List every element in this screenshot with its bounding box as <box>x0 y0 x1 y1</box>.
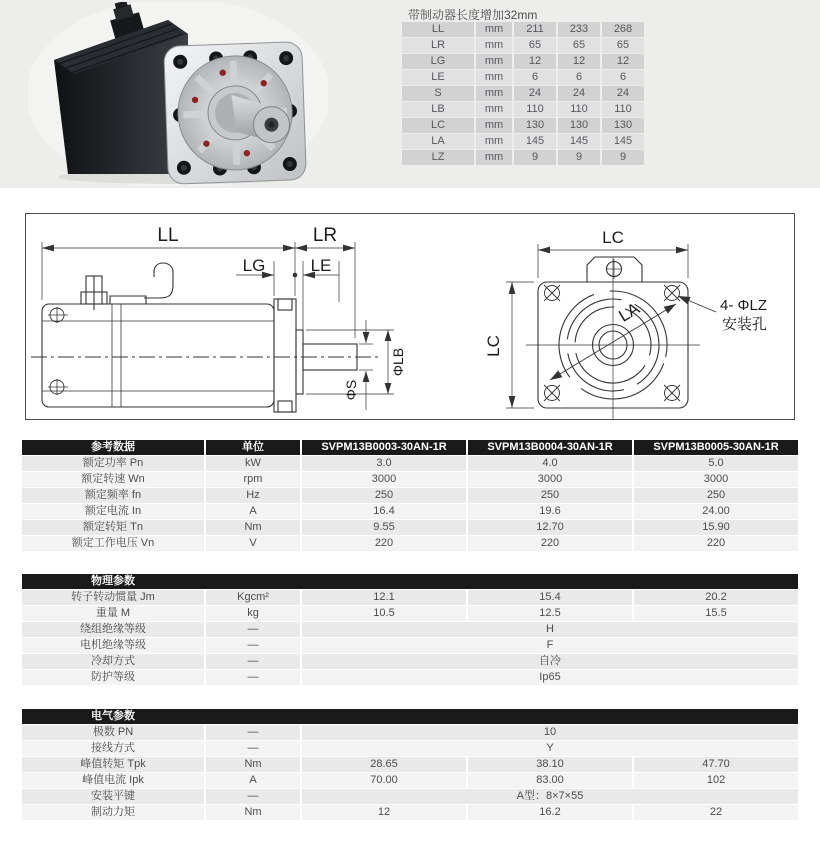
table-row <box>22 606 798 621</box>
unit-cell: rpm <box>206 472 300 487</box>
value-cell: 28.65 <box>302 757 466 772</box>
unit-cell: Kgcm² <box>206 590 300 605</box>
value-cell: 268 <box>602 22 644 37</box>
column-header: SVPM13B0005-30AN-1R <box>634 440 798 455</box>
value-cell: 24 <box>558 86 600 101</box>
side-view <box>31 263 378 412</box>
value-cell: 12.70 <box>468 520 632 535</box>
table-row <box>22 622 798 637</box>
value-cell: 110 <box>602 102 644 117</box>
row-label: 极数 PN <box>22 725 204 740</box>
value-cell: 20.2 <box>634 590 798 605</box>
value-cell: 250 <box>634 488 798 503</box>
value-cell: 47.70 <box>634 757 798 772</box>
unit-cell: mm <box>476 102 512 117</box>
unit-cell: mm <box>476 150 512 165</box>
table-row <box>402 118 644 133</box>
row-label: LA <box>402 134 474 149</box>
table-row <box>22 488 798 503</box>
table-header-row <box>22 440 798 455</box>
unit-cell: — <box>206 789 300 804</box>
row-label: 转子转动惯量 Jm <box>22 590 204 605</box>
value-cell: 16.2 <box>468 805 632 820</box>
table-row <box>22 472 798 487</box>
value-cell: 4.0 <box>468 456 632 471</box>
value-cell: 102 <box>634 773 798 788</box>
table-row <box>402 150 644 165</box>
unit-cell: Nm <box>206 520 300 535</box>
unit-cell: — <box>206 638 300 653</box>
merged-value-cell: H <box>302 622 798 637</box>
row-label: 接线方式 <box>22 741 204 756</box>
dim-label-lc-left: LC <box>484 335 503 357</box>
unit-cell: Hz <box>206 488 300 503</box>
top-band <box>0 0 820 188</box>
value-cell: 5.0 <box>634 456 798 471</box>
table-row <box>22 725 798 740</box>
dim-label-le: LE <box>310 256 332 275</box>
unit-cell: mm <box>476 54 512 69</box>
dimension-drawing <box>26 214 794 419</box>
row-label: 峰值转矩 Tpk <box>22 757 204 772</box>
unit-cell: — <box>206 654 300 669</box>
merged-value-cell: 10 <box>302 725 798 740</box>
value-cell: 250 <box>468 488 632 503</box>
value-cell: 70.00 <box>302 773 466 788</box>
value-cell: 110 <box>514 102 556 117</box>
value-cell: 15.4 <box>468 590 632 605</box>
unit-cell: V <box>206 536 300 551</box>
value-cell: 24 <box>602 86 644 101</box>
table-row <box>22 789 798 804</box>
value-cell: 145 <box>602 134 644 149</box>
dim-label-lr: LR <box>312 225 338 246</box>
brake-note: 带制动器长度增加32mm <box>408 8 538 22</box>
value-cell: 65 <box>514 38 556 53</box>
unit-cell: Nm <box>206 757 300 772</box>
value-cell: 3000 <box>634 472 798 487</box>
unit-cell: kg <box>206 606 300 621</box>
row-label: 安装平键 <box>22 789 204 804</box>
merged-value-cell: Ip65 <box>302 670 798 685</box>
table-row <box>22 654 798 669</box>
row-label: 电机绝缘等级 <box>22 638 204 653</box>
row-label: 峰值电流 Ipk <box>22 773 204 788</box>
side-view-dimension-lines <box>42 242 394 410</box>
reference-data-table <box>20 439 800 552</box>
table-row <box>22 456 798 471</box>
table-row <box>22 590 798 605</box>
value-cell: 220 <box>468 536 632 551</box>
table-row <box>22 670 798 685</box>
table-row <box>402 38 644 53</box>
table-row <box>402 70 644 85</box>
row-label: LG <box>402 54 474 69</box>
unit-cell: Nm <box>206 805 300 820</box>
mount-hole-note-line1: 4- ΦLZ <box>720 297 767 314</box>
value-cell: 24.00 <box>634 504 798 519</box>
value-cell: 130 <box>602 118 644 133</box>
value-cell: 220 <box>302 536 466 551</box>
merged-value-cell: F <box>302 638 798 653</box>
mount-hole-note-line2: 安装孔 <box>722 316 768 333</box>
table-row <box>22 504 798 519</box>
value-cell: 9 <box>514 150 556 165</box>
unit-cell: mm <box>476 22 512 37</box>
drawing-box <box>25 213 795 420</box>
column-header: 单位 <box>206 440 300 455</box>
dimension-table <box>400 21 646 166</box>
unit-cell: A <box>206 773 300 788</box>
electrical-parameters-table <box>20 708 800 821</box>
value-cell: 12 <box>602 54 644 69</box>
dim-label-phi-s: ΦS <box>343 379 359 401</box>
unit-cell: — <box>206 622 300 637</box>
table-row <box>22 520 798 535</box>
unit-cell: — <box>206 725 300 740</box>
row-label: 冷却方式 <box>22 654 204 669</box>
dim-label-la: LA <box>615 298 643 326</box>
dim-label-lc-top: LC <box>602 228 624 247</box>
table-row <box>402 22 644 37</box>
table-row <box>402 54 644 69</box>
unit-cell: mm <box>476 38 512 53</box>
table-row <box>22 536 798 551</box>
section-header <box>22 709 798 724</box>
column-header: SVPM13B0003-30AN-1R <box>302 440 466 455</box>
unit-cell: mm <box>476 118 512 133</box>
front-view-arrowheads <box>509 247 691 408</box>
row-label: LZ <box>402 150 474 165</box>
value-cell: 145 <box>514 134 556 149</box>
value-cell: 250 <box>302 488 466 503</box>
value-cell: 83.00 <box>468 773 632 788</box>
unit-cell: mm <box>476 70 512 85</box>
unit-cell: mm <box>476 86 512 101</box>
unit-cell: kW <box>206 456 300 471</box>
row-label: LL <box>402 22 474 37</box>
row-label: 绕组绝缘等级 <box>22 622 204 637</box>
value-cell: 3000 <box>468 472 632 487</box>
unit-cell: — <box>206 670 300 685</box>
value-cell: 211 <box>514 22 556 37</box>
table-row <box>402 102 644 117</box>
value-cell: 9 <box>558 150 600 165</box>
motor-photo <box>28 2 328 186</box>
row-label: LC <box>402 118 474 133</box>
front-view <box>526 257 700 419</box>
dim-label-phi-lb: ΦLB <box>390 347 406 377</box>
row-label: 制动力矩 <box>22 805 204 820</box>
column-header: SVPM13B0004-30AN-1R <box>468 440 632 455</box>
value-cell: 15.90 <box>634 520 798 535</box>
value-cell: 233 <box>558 22 600 37</box>
value-cell: 3000 <box>302 472 466 487</box>
merged-value-cell: A型：8×7×55 <box>302 789 798 804</box>
value-cell: 145 <box>558 134 600 149</box>
value-cell: 22 <box>634 805 798 820</box>
value-cell: 12 <box>514 54 556 69</box>
value-cell: 19.6 <box>468 504 632 519</box>
section-header <box>22 574 798 589</box>
row-label: 防护等级 <box>22 670 204 685</box>
value-cell: 38.10 <box>468 757 632 772</box>
merged-value-cell: 自冷 <box>302 654 798 669</box>
unit-cell: — <box>206 741 300 756</box>
table-header-row <box>22 709 798 724</box>
column-header: 参考数据 <box>22 440 204 455</box>
value-cell: 12.1 <box>302 590 466 605</box>
row-label: 重量 M <box>22 606 204 621</box>
table-header-row <box>22 574 798 589</box>
value-cell: 220 <box>634 536 798 551</box>
unit-cell: A <box>206 504 300 519</box>
value-cell: 130 <box>514 118 556 133</box>
row-label: 额定频率 fn <box>22 488 204 503</box>
section-title: 物理参数 <box>91 575 135 587</box>
table-row <box>402 86 644 101</box>
row-label: LE <box>402 70 474 85</box>
row-label: S <box>402 86 474 101</box>
row-label: LB <box>402 102 474 117</box>
value-cell: 9 <box>602 150 644 165</box>
value-cell: 10.5 <box>302 606 466 621</box>
value-cell: 9.55 <box>302 520 466 535</box>
dim-label-ll: LL <box>157 225 179 246</box>
row-label: 额定功率 Pn <box>22 456 204 471</box>
section-title: 电气参数 <box>91 710 135 722</box>
table-row <box>22 757 798 772</box>
value-cell: 12 <box>558 54 600 69</box>
value-cell: 65 <box>602 38 644 53</box>
row-label: 额定转速 Wn <box>22 472 204 487</box>
table-row <box>22 638 798 653</box>
unit-cell: mm <box>476 134 512 149</box>
table-row <box>22 805 798 820</box>
value-cell: 12.5 <box>468 606 632 621</box>
value-cell: 6 <box>602 70 644 85</box>
row-label: 额定转矩 Tn <box>22 520 204 535</box>
table-row <box>22 741 798 756</box>
value-cell: 65 <box>558 38 600 53</box>
table-row <box>402 134 644 149</box>
value-cell: 12 <box>302 805 466 820</box>
value-cell: 3.0 <box>302 456 466 471</box>
merged-value-cell: Y <box>302 741 798 756</box>
value-cell: 6 <box>514 70 556 85</box>
value-cell: 130 <box>558 118 600 133</box>
value-cell: 110 <box>558 102 600 117</box>
value-cell: 24 <box>514 86 556 101</box>
row-label: 额定电流 In <box>22 504 204 519</box>
value-cell: 16.4 <box>302 504 466 519</box>
physical-parameters-table <box>20 573 800 686</box>
row-label: 额定工作电压 Vn <box>22 536 204 551</box>
row-label: LR <box>402 38 474 53</box>
dim-label-lg: LG <box>242 256 266 275</box>
table-row <box>22 773 798 788</box>
value-cell: 15.5 <box>634 606 798 621</box>
value-cell: 6 <box>558 70 600 85</box>
